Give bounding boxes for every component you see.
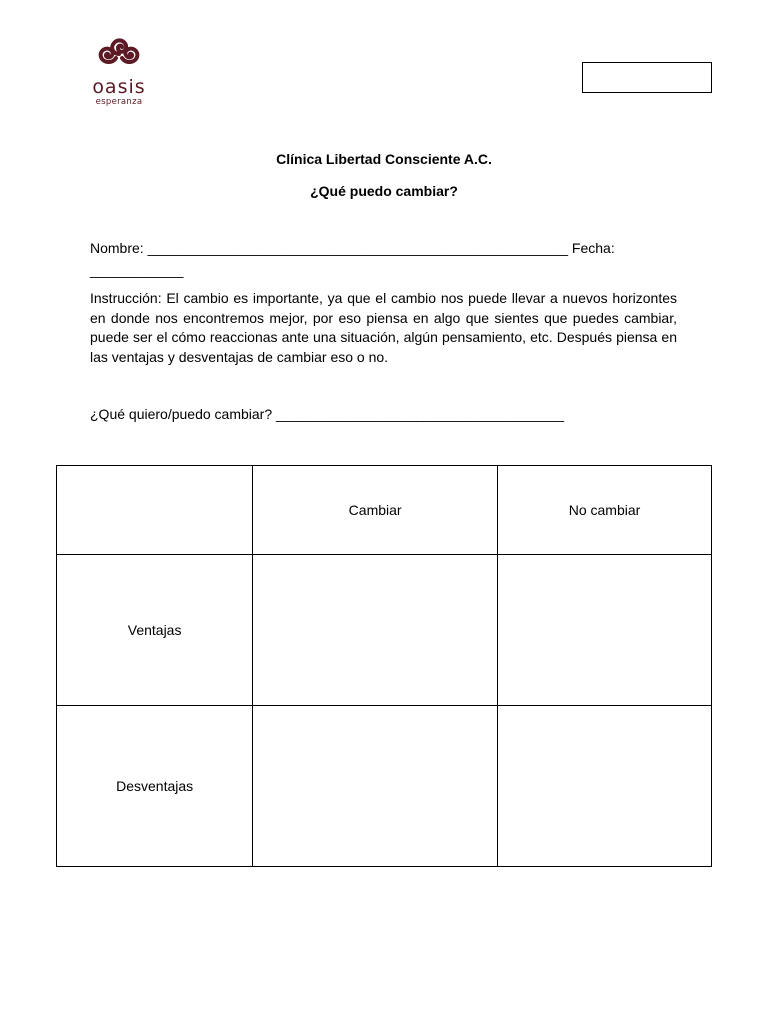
cell-desventajas-no-cambiar[interactable] xyxy=(498,706,712,867)
cell-desventajas-cambiar[interactable] xyxy=(253,706,498,867)
triskelion-spiral-logo-icon xyxy=(86,34,152,80)
row-label-desventajas: Desventajas xyxy=(57,706,253,867)
logo-tagline: esperanza xyxy=(95,97,143,107)
header-no-cambiar: No cambiar xyxy=(498,466,712,555)
oasis-logo xyxy=(86,34,152,114)
cell-ventajas-no-cambiar[interactable] xyxy=(498,555,712,706)
clinic-title: Clínica Libertad Consciente A.C. xyxy=(276,151,492,167)
worksheet-title: ¿Qué puedo cambiar? xyxy=(310,183,458,199)
code-box[interactable] xyxy=(582,62,712,93)
table-corner-cell xyxy=(57,466,253,555)
table-header-row xyxy=(57,466,712,555)
instruction-paragraph: Instrucción: El cambio es importante, ya que el cambio nos puede llevar a nuevos horizontes en donde nos encontremos mejor, por eso piensa en algo que sientes que puedes cambiar, puede ser el cómo reaccionas ante una situación, algún pensamiento, etc. Después piensa en las ventajas y desventajas de cambiar eso o no. xyxy=(90,290,677,365)
table-row xyxy=(57,555,712,706)
row-label-ventajas: Ventajas xyxy=(57,555,253,706)
header-cambiar: Cambiar xyxy=(253,466,498,555)
table-row xyxy=(57,706,712,867)
fecha-field-line[interactable]: ____________ xyxy=(90,262,184,278)
change-question-field[interactable]: ¿Qué quiero/puedo cambiar? _____________________________________ xyxy=(90,406,565,422)
logo-wordmark: oasis xyxy=(92,76,146,98)
nombre-fecha-field[interactable]: Nombre: ______________________________________________________ Fecha: xyxy=(90,240,615,256)
pros-cons-table xyxy=(56,465,712,867)
cell-ventajas-cambiar[interactable] xyxy=(253,555,498,706)
